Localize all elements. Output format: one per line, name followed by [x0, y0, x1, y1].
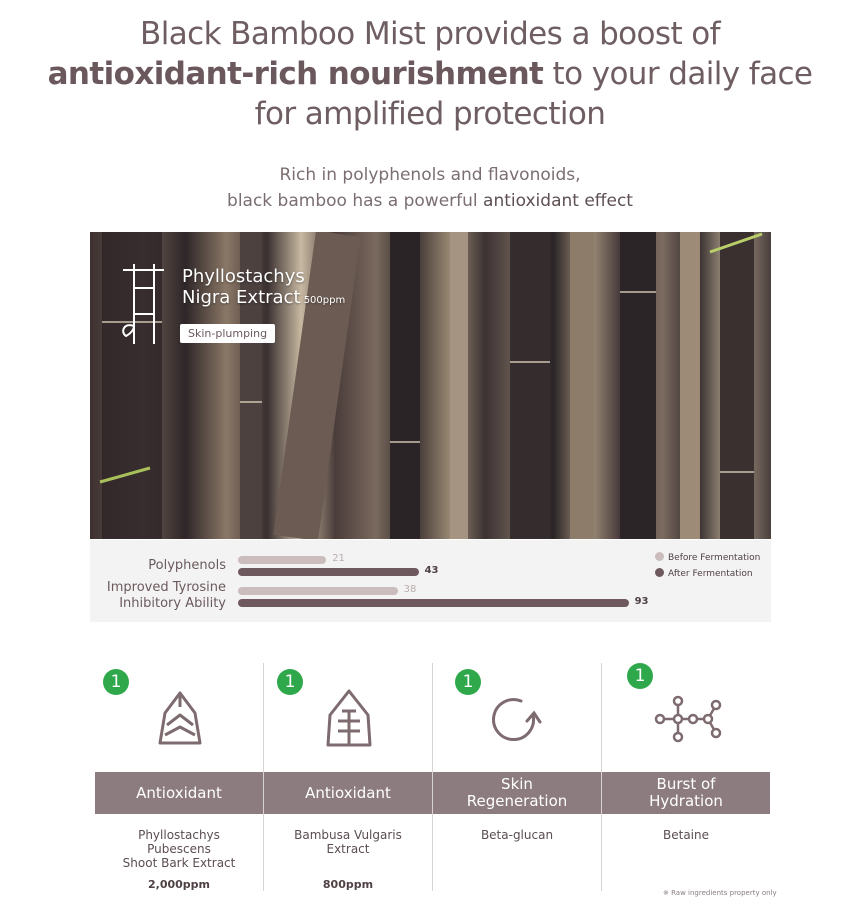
footnote: ※ Raw ingredients property only — [663, 889, 777, 897]
skin-plumping-tag: Skin-plumping — [180, 324, 275, 343]
headline-line-1: Black Bamboo Mist provides a boost of — [140, 16, 720, 52]
subheadline — [0, 162, 860, 214]
chart-label-polyphenols: Polyphenols — [148, 558, 226, 573]
benefit-antioxidant-shoot — [95, 663, 264, 891]
benefits-section — [95, 663, 769, 891]
bar-value-label: 38 — [403, 584, 417, 595]
bar-after-0 — [238, 568, 419, 576]
ingredient-name: Nigra Extract — [182, 287, 301, 308]
legend-after — [655, 566, 760, 582]
ingredient-line: Pubescens — [147, 842, 211, 856]
bar-value-label: 43 — [424, 565, 439, 576]
regeneration-arrow-icon — [483, 685, 553, 755]
headline-bold: antioxidant-rich nourishment — [47, 56, 544, 92]
ingredient-title — [182, 266, 345, 311]
headline — [0, 14, 860, 134]
legend-after-dot — [655, 568, 664, 577]
subheadline-line-2 — [0, 188, 860, 214]
legend-before-label: Before Fermentation — [668, 553, 761, 563]
bar-value-label: 93 — [634, 596, 649, 607]
chart-label-tyrosine-line-2: Inhibitory Ability — [119, 596, 226, 611]
benefit-label — [602, 772, 770, 814]
subheadline-emphasis: antioxidant effect — [483, 191, 633, 211]
benefit-label-line: Skin — [501, 775, 533, 793]
ingredient-line: Phyllostachys — [138, 828, 220, 842]
benefit-ingredient: Betaine — [663, 828, 709, 842]
badge-number: 1 — [455, 669, 481, 695]
bamboo-logo-icon — [118, 264, 168, 344]
chart-label-tyrosine-line-1: Improved Tyrosine — [106, 580, 226, 595]
benefit-label-line: Burst of — [656, 775, 716, 793]
bamboo-leaf-icon — [314, 685, 384, 755]
legend-after-label: After Fermentation — [668, 569, 753, 579]
headline-line-3: for amplified protection — [254, 96, 606, 132]
benefit-ppm: 2,000ppm — [147, 878, 210, 891]
benefit-ingredient — [264, 828, 432, 856]
benefit-label-line: Hydration — [649, 792, 723, 810]
ingredient-name-line-2 — [182, 287, 345, 311]
badge-number: 1 — [103, 669, 129, 695]
headline-line-2-rest: to your daily face — [543, 56, 813, 92]
ingredient-ppm: 500ppm — [300, 295, 346, 306]
benefit-label-line: Regeneration — [466, 792, 568, 810]
legend-before — [655, 550, 760, 566]
bar-before-0 — [238, 556, 326, 564]
badge-number: 1 — [627, 663, 653, 689]
ingredient-line: Extract — [326, 842, 370, 856]
benefit-antioxidant-vulgaris — [264, 663, 433, 891]
bar-before-1 — [238, 587, 398, 595]
bamboo-shoot-icon — [145, 685, 215, 755]
benefit-label: Antioxidant — [264, 772, 432, 814]
benefit-ingredient: Beta-glucan — [480, 828, 554, 842]
fermentation-chart — [90, 540, 771, 622]
chart-legend — [655, 550, 760, 582]
chart-label-tyrosine — [107, 580, 226, 612]
benefit-ingredient — [95, 828, 263, 870]
bar-value-label: 21 — [332, 553, 345, 564]
benefit-hydration — [602, 663, 770, 891]
subheadline-line-1: Rich in polyphenols and flavonoids, — [279, 165, 581, 185]
subheadline-line-2-start: black bamboo has a powerful — [227, 191, 484, 211]
bar-after-1 — [238, 599, 629, 607]
benefit-label — [433, 772, 601, 814]
headline-line-2 — [0, 54, 860, 94]
benefit-skin-regeneration — [433, 663, 602, 891]
badge-number: 1 — [277, 669, 303, 695]
ingredient-line: Bambusa Vulgaris — [294, 828, 402, 842]
ingredient-name-line-1: Phyllostachys — [182, 266, 305, 287]
benefit-label: Antioxidant — [95, 772, 263, 814]
ingredient-line: Shoot Bark Extract — [122, 856, 236, 870]
bamboo-photo — [90, 232, 771, 539]
benefit-ppm: 800ppm — [322, 878, 374, 891]
molecule-icon — [652, 685, 722, 755]
legend-before-dot — [655, 552, 664, 561]
